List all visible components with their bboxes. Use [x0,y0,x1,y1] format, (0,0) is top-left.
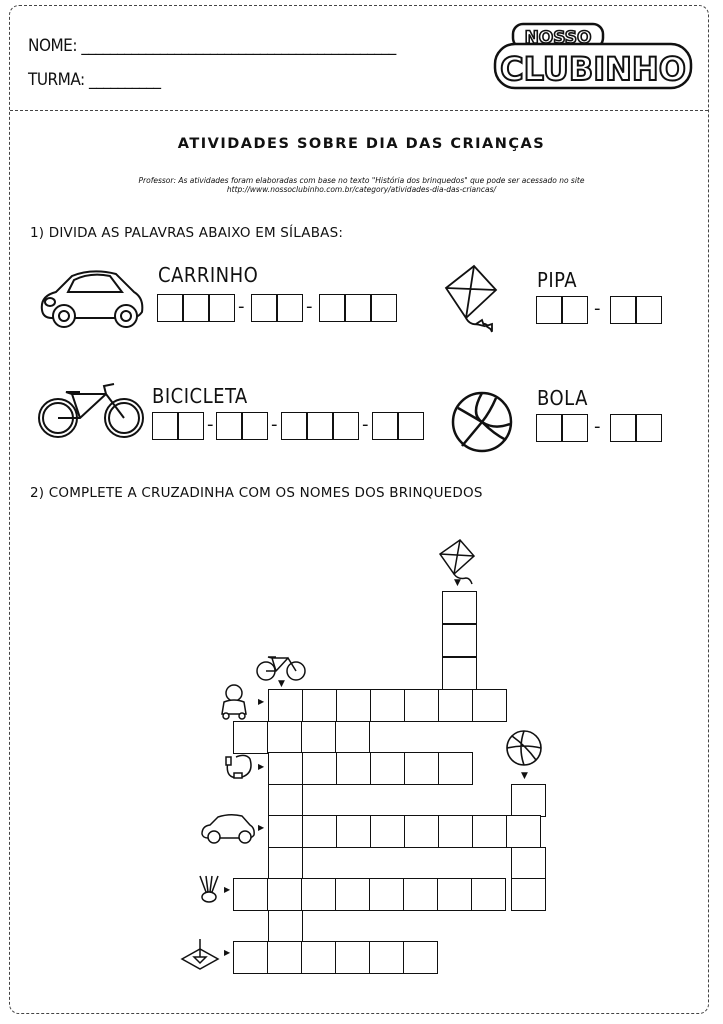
syllable-dash: - [271,414,278,435]
crossword-cell[interactable] [336,689,371,722]
crossword-cell[interactable] [267,941,302,974]
crossword-cell[interactable] [472,815,507,848]
crossword-cell[interactable] [370,752,405,785]
syllable-box[interactable] [251,294,277,322]
syllable-dash: - [238,296,245,317]
crossword-cell[interactable] [370,815,405,848]
crossword-cell[interactable] [233,721,268,754]
jump-rope-icon [222,753,256,783]
syllable-box[interactable] [636,296,662,324]
crossword-cell[interactable] [511,847,546,880]
arrow-down-icon: ▼ [454,578,461,588]
crossword-cell[interactable] [268,847,303,880]
nosso-clubinho-logo [493,22,693,92]
crossword-cell[interactable] [335,878,370,911]
crossword-cell[interactable] [268,784,303,817]
crossword-cell[interactable] [233,941,268,974]
teacher-note-line-2: http://www.nossoclubinho.com.br/category/atividades-dia-das-criancas/ [226,185,497,194]
syllable-box[interactable] [636,414,662,442]
syllable-box[interactable] [398,412,424,440]
syllable-box[interactable] [157,294,183,322]
crossword-cell[interactable] [336,752,371,785]
car-icon [200,812,256,844]
crossword-cell[interactable] [437,878,472,911]
syllable-box[interactable] [371,294,397,322]
header-divider [10,110,708,111]
syllable-box[interactable] [372,412,398,440]
crossword-cell[interactable] [442,624,477,657]
crossword-cell[interactable] [442,591,477,624]
arrow-right-icon: ▶ [258,697,265,706]
syllable-box[interactable] [536,296,562,324]
crossword-cell[interactable] [335,721,370,754]
crossword-cell[interactable] [302,815,337,848]
crossword-cell[interactable] [472,689,507,722]
crossword-cell[interactable] [301,941,336,974]
arrow-right-icon: ▶ [258,762,265,771]
syllable-box[interactable] [610,296,636,324]
arrow-down-icon: ▼ [278,679,285,689]
crossword-cell[interactable] [267,721,302,754]
syllable-box[interactable] [281,412,307,440]
crossword-cell[interactable] [506,815,541,848]
crossword-cell[interactable] [438,689,473,722]
crossword-cell[interactable] [336,815,371,848]
syllable-box[interactable] [307,412,333,440]
syllable-box[interactable] [152,412,178,440]
bicycle-icon [256,652,306,682]
crossword-cell[interactable] [404,752,439,785]
page-title: ATIVIDADES SOBRE DIA DAS CRIANÇAS [177,136,546,152]
name-field[interactable] [28,36,396,56]
crossword-cell[interactable] [404,815,439,848]
crossword-cell[interactable] [438,815,473,848]
word-bola: BOLA [537,386,588,410]
crossword-cell[interactable] [268,815,303,848]
syllable-box[interactable] [345,294,371,322]
name-label: NOME: [28,36,77,56]
syllable-box[interactable] [183,294,209,322]
syllable-box[interactable] [242,412,268,440]
car-icon [38,266,146,330]
word-pipa: PIPA [537,268,578,292]
teddy-doll-icon [218,682,256,720]
crossword-cell[interactable] [233,878,268,911]
syllable-dash: - [362,414,369,435]
bicycle-icon [36,380,146,442]
syllable-dash: - [207,414,214,435]
crossword-cell[interactable] [268,689,303,722]
syllable-box[interactable] [333,412,359,440]
word-carrinho: CARRINHO [158,263,259,287]
shuttlecock-icon [196,872,222,904]
crossword-cell[interactable] [267,878,302,911]
name-blank: ____________________________________________ [81,36,396,56]
syllable-box[interactable] [562,414,588,442]
spinning-top-icon [180,937,220,973]
crossword-cell[interactable] [511,878,546,911]
crossword-cell[interactable] [403,878,438,911]
crossword-cell[interactable] [403,941,438,974]
syllable-box[interactable] [536,414,562,442]
syllable-dash: - [306,296,313,317]
syllable-box[interactable] [319,294,345,322]
teacher-note-line-1: Professor: As atividades foram elaboradas com base no texto "História dos brinquedos" que pode ser acessado no site [138,176,585,185]
class-blank: __________ [89,70,161,90]
svg-text:CLUBINHO: CLUBINHO [500,50,686,88]
volleyball-icon [450,390,514,454]
question-2-prompt: 2) COMPLETE A CRUZADINHA COM OS NOMES DOS BRINQUEDOS [30,485,483,501]
word-bicicleta: BICICLETA [152,384,248,408]
crossword-cell[interactable] [438,752,473,785]
crossword-cell[interactable] [268,752,303,785]
crossword-cell[interactable] [302,689,337,722]
syllable-dash: - [594,298,601,319]
kite-icon [440,262,500,336]
syllable-box[interactable] [178,412,204,440]
syllable-box[interactable] [562,296,588,324]
teacher-note [0,176,723,194]
question-1-prompt: 1) DIVIDA AS PALAVRAS ABAIXO EM SÍLABAS: [30,225,344,241]
arrow-right-icon: ▶ [258,823,265,832]
syllable-box[interactable] [216,412,242,440]
crossword-cell[interactable] [268,910,303,943]
arrow-right-icon: ▶ [224,948,231,957]
crossword-cell[interactable] [442,657,477,690]
syllable-box[interactable] [277,294,303,322]
crossword-cell[interactable] [404,689,439,722]
arrow-down-icon: ▼ [521,771,528,781]
crossword-cell[interactable] [471,878,506,911]
crossword-cell[interactable] [302,752,337,785]
crossword-cell[interactable] [369,878,404,911]
ball-icon [504,728,544,768]
crossword-cell[interactable] [301,878,336,911]
arrow-right-icon: ▶ [224,885,231,894]
crossword-cell[interactable] [369,941,404,974]
crossword-cell[interactable] [335,941,370,974]
svg-text:NOSSO: NOSSO [524,28,592,48]
worksheet-border [9,5,709,1014]
class-field[interactable] [28,70,161,90]
crossword-cell[interactable] [301,721,336,754]
syllable-box[interactable] [209,294,235,322]
class-label: TURMA: [28,70,85,90]
syllable-dash: - [594,416,601,437]
crossword-cell[interactable] [511,784,546,817]
crossword-cell[interactable] [370,689,405,722]
syllable-box[interactable] [610,414,636,442]
